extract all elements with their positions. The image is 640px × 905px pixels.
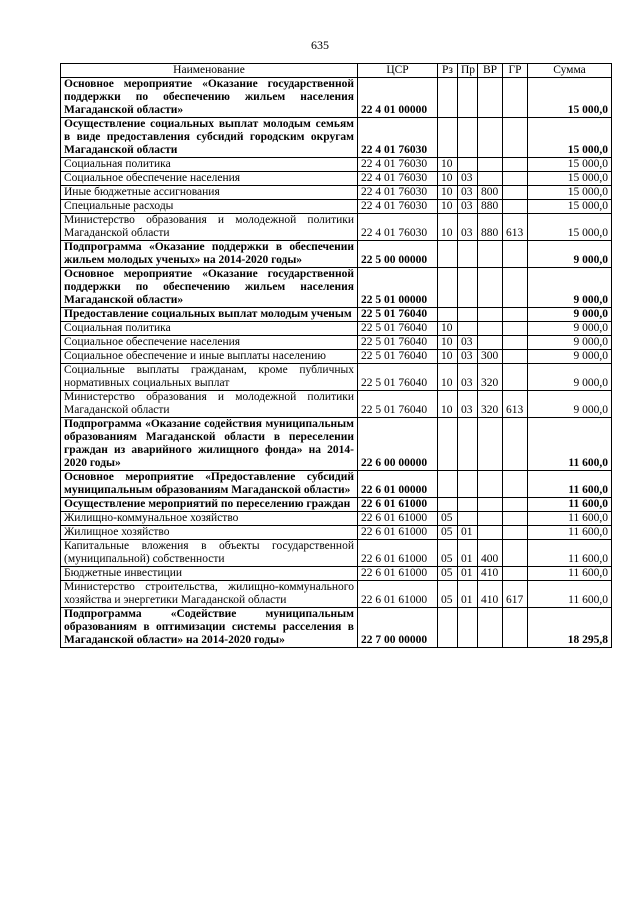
cell-sum: 11 600,0 (528, 567, 612, 581)
table-row (61, 581, 612, 608)
cell-pr (458, 471, 478, 498)
cell-gr (503, 241, 528, 268)
header-row (61, 64, 612, 78)
cell-rz: 05 (438, 581, 458, 608)
cell-vr (478, 418, 503, 471)
col-header-sum: Сумма (528, 64, 612, 78)
cell-sum: 15 000,0 (528, 158, 612, 172)
cell-csr: 22 4 01 76030 (358, 172, 438, 186)
cell-csr: 22 4 01 76030 (358, 158, 438, 172)
cell-csr: 22 4 01 76030 (358, 118, 438, 158)
table-row (61, 364, 612, 391)
cell-rz (438, 471, 458, 498)
cell-sum: 9 000,0 (528, 350, 612, 364)
cell-pr: 03 (458, 214, 478, 241)
cell-sum: 11 600,0 (528, 512, 612, 526)
cell-rz: 10 (438, 391, 458, 418)
cell-name: Основное мероприятие «Оказание государственной поддержки по обеспечению жильем населения Магаданской области» (61, 78, 358, 118)
cell-csr: 22 6 01 61000 (358, 540, 438, 567)
cell-gr (503, 512, 528, 526)
cell-sum: 15 000,0 (528, 118, 612, 158)
cell-name: Жилищно-коммунальное хозяйство (61, 512, 358, 526)
cell-sum: 9 000,0 (528, 364, 612, 391)
cell-csr: 22 5 01 76040 (358, 322, 438, 336)
cell-csr: 22 6 00 00000 (358, 418, 438, 471)
cell-rz (438, 308, 458, 322)
cell-vr: 800 (478, 186, 503, 200)
cell-name: Основное мероприятие «Оказание государственной поддержки по обеспечению жильем населения Магаданской области» (61, 268, 358, 308)
cell-vr (478, 512, 503, 526)
cell-pr (458, 241, 478, 268)
cell-gr (503, 308, 528, 322)
cell-name: Министерство строительства, жилищно-коммунального хозяйства и энергетики Магаданской области (61, 581, 358, 608)
cell-pr (458, 118, 478, 158)
cell-rz: 10 (438, 336, 458, 350)
cell-rz (438, 118, 458, 158)
cell-sum: 11 600,0 (528, 526, 612, 540)
cell-name: Подпрограмма «Оказание поддержки в обеспечении жильем молодых ученых» на 2014-2020 годы» (61, 241, 358, 268)
cell-pr: 03 (458, 364, 478, 391)
col-header-pr: Пр (458, 64, 478, 78)
cell-pr: 01 (458, 567, 478, 581)
cell-vr (478, 118, 503, 158)
col-header-vr: ВР (478, 64, 503, 78)
cell-sum: 15 000,0 (528, 78, 612, 118)
cell-name: Социальная политика (61, 158, 358, 172)
cell-rz (438, 608, 458, 648)
cell-name: Осуществление мероприятий по переселению граждан (61, 498, 358, 512)
cell-gr (503, 608, 528, 648)
cell-gr (503, 498, 528, 512)
cell-csr: 22 6 01 61000 (358, 512, 438, 526)
table-row (61, 200, 612, 214)
cell-gr (503, 471, 528, 498)
table-row (61, 186, 612, 200)
cell-rz: 10 (438, 322, 458, 336)
cell-name: Социальные выплаты гражданам, кроме публичных нормативных социальных выплат (61, 364, 358, 391)
cell-sum: 11 600,0 (528, 471, 612, 498)
table-row (61, 512, 612, 526)
cell-rz (438, 418, 458, 471)
cell-rz: 05 (438, 567, 458, 581)
cell-rz (438, 78, 458, 118)
cell-pr (458, 268, 478, 308)
table-row (61, 471, 612, 498)
cell-pr (458, 322, 478, 336)
cell-gr (503, 567, 528, 581)
cell-gr: 613 (503, 391, 528, 418)
cell-vr (478, 498, 503, 512)
col-header-rz: Рз (438, 64, 458, 78)
cell-gr (503, 186, 528, 200)
cell-vr (478, 308, 503, 322)
col-header-gr: ГР (503, 64, 528, 78)
cell-rz: 10 (438, 200, 458, 214)
table-row (61, 308, 612, 322)
cell-pr (458, 498, 478, 512)
page-number: 635 (311, 38, 329, 52)
cell-name: Социальная политика (61, 322, 358, 336)
cell-name: Иные бюджетные ассигнования (61, 186, 358, 200)
cell-name: Основное мероприятие «Предоставление субсидий муниципальным образованиям Магаданской области» (61, 471, 358, 498)
cell-vr: 320 (478, 364, 503, 391)
cell-csr: 22 5 01 76040 (358, 391, 438, 418)
cell-gr: 617 (503, 581, 528, 608)
table-row (61, 78, 612, 118)
cell-name: Бюджетные инвестиции (61, 567, 358, 581)
cell-vr (478, 322, 503, 336)
cell-gr: 613 (503, 214, 528, 241)
table-row (61, 540, 612, 567)
cell-rz (438, 498, 458, 512)
cell-name: Подпрограмма «Оказание содействия муниципальным образованиям Магаданской области в переселении граждан из аварийного жилищного фонда» на 2014-2020 годы» (61, 418, 358, 471)
table-row (61, 567, 612, 581)
cell-name: Социальное обеспечение и иные выплаты населению (61, 350, 358, 364)
cell-vr: 880 (478, 200, 503, 214)
cell-gr (503, 118, 528, 158)
cell-gr (503, 200, 528, 214)
cell-pr: 03 (458, 172, 478, 186)
cell-sum: 9 000,0 (528, 241, 612, 268)
col-header-name: Наименование (61, 64, 358, 78)
table-row (61, 498, 612, 512)
cell-vr (478, 471, 503, 498)
cell-name: Подпрограмма «Содействие муниципальным образованиям в оптимизации системы расселения в Магаданской области» на 2014-2020 годы» (61, 608, 358, 648)
cell-pr: 03 (458, 350, 478, 364)
cell-csr: 22 4 01 76030 (358, 186, 438, 200)
cell-rz: 10 (438, 214, 458, 241)
cell-name: Капитальные вложения в объекты государственной (муниципальной) собственности (61, 540, 358, 567)
cell-gr (503, 78, 528, 118)
cell-gr (503, 418, 528, 471)
table-row (61, 391, 612, 418)
cell-gr (503, 336, 528, 350)
cell-rz: 10 (438, 186, 458, 200)
cell-sum: 11 600,0 (528, 418, 612, 471)
cell-sum: 11 600,0 (528, 581, 612, 608)
table-row (61, 608, 612, 648)
cell-rz: 05 (438, 540, 458, 567)
cell-sum: 15 000,0 (528, 214, 612, 241)
cell-pr: 01 (458, 540, 478, 567)
table-row (61, 158, 612, 172)
cell-csr: 22 5 00 00000 (358, 241, 438, 268)
cell-vr: 300 (478, 350, 503, 364)
cell-gr (503, 268, 528, 308)
cell-gr (503, 364, 528, 391)
cell-vr: 410 (478, 567, 503, 581)
cell-vr (478, 172, 503, 186)
cell-rz: 05 (438, 526, 458, 540)
cell-gr (503, 540, 528, 567)
table-row (61, 350, 612, 364)
cell-csr: 22 6 01 61000 (358, 526, 438, 540)
cell-pr: 03 (458, 186, 478, 200)
cell-pr: 01 (458, 526, 478, 540)
cell-sum: 11 600,0 (528, 498, 612, 512)
table-row (61, 322, 612, 336)
cell-csr: 22 5 01 00000 (358, 268, 438, 308)
cell-pr: 03 (458, 391, 478, 418)
cell-sum: 9 000,0 (528, 336, 612, 350)
cell-rz (438, 268, 458, 308)
cell-rz (438, 241, 458, 268)
table-row (61, 241, 612, 268)
cell-sum: 15 000,0 (528, 200, 612, 214)
cell-vr: 880 (478, 214, 503, 241)
table-row (61, 118, 612, 158)
cell-sum: 9 000,0 (528, 322, 612, 336)
cell-vr: 320 (478, 391, 503, 418)
table-row (61, 268, 612, 308)
cell-csr: 22 5 01 76040 (358, 336, 438, 350)
cell-csr: 22 4 01 76030 (358, 214, 438, 241)
cell-gr (503, 526, 528, 540)
cell-name: Предоставление социальных выплат молодым ученым (61, 308, 358, 322)
cell-vr: 400 (478, 540, 503, 567)
cell-rz: 10 (438, 364, 458, 391)
cell-pr (458, 512, 478, 526)
budget-table (60, 63, 612, 648)
cell-name: Министерство образования и молодежной политики Магаданской области (61, 391, 358, 418)
cell-vr (478, 78, 503, 118)
cell-rz: 10 (438, 350, 458, 364)
cell-gr (503, 322, 528, 336)
table-row (61, 418, 612, 471)
cell-sum: 9 000,0 (528, 391, 612, 418)
cell-pr (458, 418, 478, 471)
cell-csr: 22 4 01 00000 (358, 78, 438, 118)
cell-name: Осуществление социальных выплат молодым семьям в виде предоставления субсидий городским округам Магаданской области (61, 118, 358, 158)
cell-gr (503, 172, 528, 186)
cell-sum: 15 000,0 (528, 172, 612, 186)
cell-gr (503, 158, 528, 172)
cell-csr: 22 5 01 76040 (358, 308, 438, 322)
cell-pr (458, 158, 478, 172)
cell-name: Социальное обеспечение населения (61, 336, 358, 350)
table-row (61, 336, 612, 350)
cell-vr (478, 268, 503, 308)
cell-name: Министерство образования и молодежной политики Магаданской области (61, 214, 358, 241)
col-header-csr: ЦСР (358, 64, 438, 78)
cell-sum: 9 000,0 (528, 308, 612, 322)
cell-csr: 22 6 01 61000 (358, 498, 438, 512)
cell-csr: 22 6 01 00000 (358, 471, 438, 498)
cell-csr: 22 5 01 76040 (358, 364, 438, 391)
cell-gr (503, 350, 528, 364)
table-row (61, 172, 612, 186)
cell-vr (478, 336, 503, 350)
cell-pr: 03 (458, 336, 478, 350)
cell-sum: 15 000,0 (528, 186, 612, 200)
cell-pr (458, 78, 478, 118)
cell-pr: 01 (458, 581, 478, 608)
cell-rz: 10 (438, 158, 458, 172)
table-row (61, 526, 612, 540)
cell-name: Социальное обеспечение населения (61, 172, 358, 186)
cell-pr (458, 608, 478, 648)
cell-sum: 18 295,8 (528, 608, 612, 648)
table-row (61, 214, 612, 241)
cell-vr (478, 241, 503, 268)
cell-vr: 410 (478, 581, 503, 608)
cell-name: Специальные расходы (61, 200, 358, 214)
cell-vr (478, 158, 503, 172)
cell-sum: 9 000,0 (528, 268, 612, 308)
cell-csr: 22 4 01 76030 (358, 200, 438, 214)
cell-rz: 05 (438, 512, 458, 526)
cell-pr: 03 (458, 200, 478, 214)
cell-name: Жилищное хозяйство (61, 526, 358, 540)
cell-pr (458, 308, 478, 322)
cell-csr: 22 6 01 61000 (358, 567, 438, 581)
cell-csr: 22 7 00 00000 (358, 608, 438, 648)
cell-vr (478, 608, 503, 648)
cell-sum: 11 600,0 (528, 540, 612, 567)
cell-rz: 10 (438, 172, 458, 186)
cell-vr (478, 526, 503, 540)
cell-csr: 22 5 01 76040 (358, 350, 438, 364)
cell-csr: 22 6 01 61000 (358, 581, 438, 608)
